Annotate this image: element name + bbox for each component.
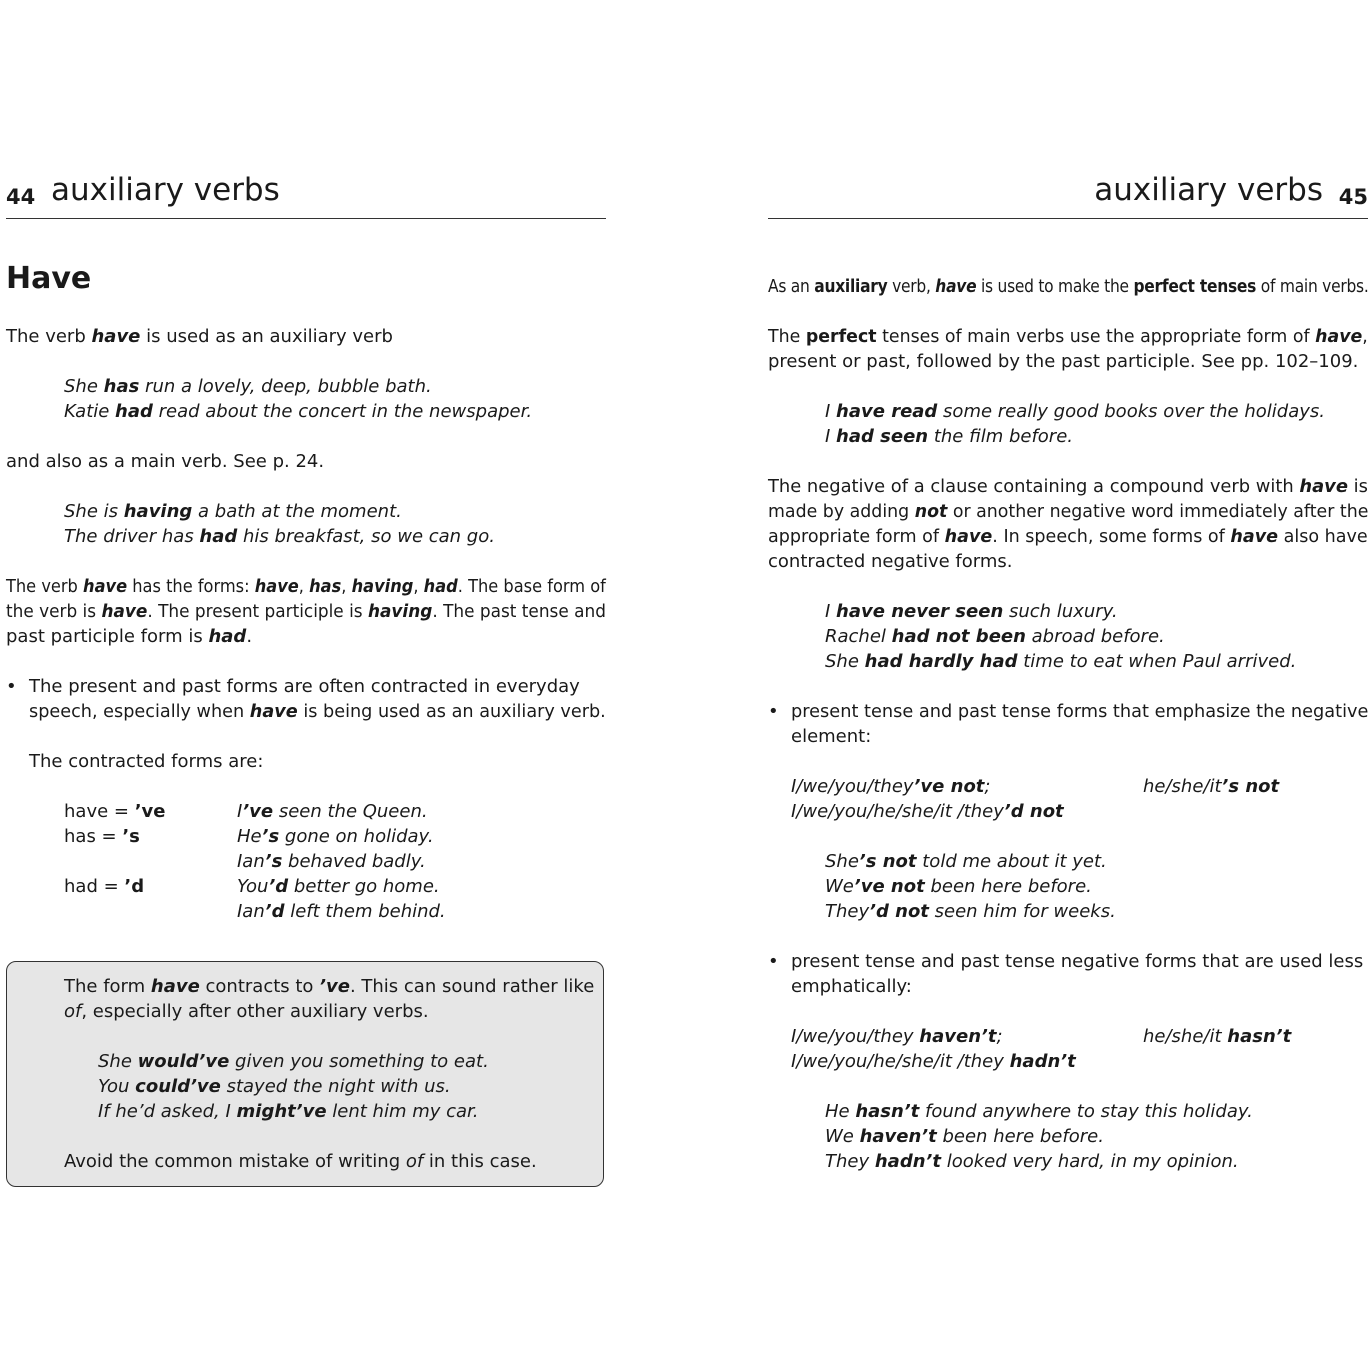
note-line-2: of, especially after other auxiliary verbs.: [64, 1001, 429, 1022]
note-box: [6, 961, 604, 1187]
contraction-example-2: He’s gone on holiday.: [237, 826, 434, 847]
less-example-3: They hadn’t looked very hard, in my opinion.: [825, 1151, 1239, 1172]
emphatic-example-2: We’ve not been here before.: [825, 876, 1092, 897]
emphatic-form-row-1b: he/she/it’s not: [1143, 776, 1280, 797]
intro-line: The verb have is used as an auxiliary verb: [6, 326, 393, 347]
aux-example-1: She has run a lovely, deep, bubble bath.: [64, 376, 432, 397]
note-line-1: The form have contracts to ’ve. This can sound rather like: [64, 976, 595, 997]
page-number-44: 44: [6, 185, 36, 209]
perfect-example-1: I have read some really good books over the holidays.: [825, 401, 1325, 422]
para2-line-1: The perfect tenses of main verbs use the appropriate form of have,: [768, 326, 1368, 347]
para3-line-2: made by adding not or another negative word immediately after the: [768, 501, 1369, 522]
less-form-row-1: I/we/you/they haven’t;: [791, 1026, 1003, 1047]
contracted-intro: The contracted forms are:: [29, 751, 264, 772]
main-example-2: The driver has had his breakfast, so we can go.: [64, 526, 495, 547]
contraction-label-has: has = ’s: [64, 826, 140, 847]
main-verb-line: and also as a main verb. See p. 24.: [6, 451, 325, 472]
negative-example-2: Rachel had not been abroad before.: [825, 626, 1165, 647]
right-header-title: auxiliary verbs: [1094, 172, 1323, 208]
note-closing: Avoid the common mistake of writing of in this case.: [64, 1151, 537, 1172]
forms-para-line-2: the verb is have. The present participle is having. The past tense and: [6, 601, 606, 622]
negative-example-1: I have never seen such luxury.: [825, 601, 1118, 622]
emphatic-example-3: They’d not seen him for weeks.: [825, 901, 1116, 922]
para3-line-1: The negative of a clause containing a compound verb with have is: [768, 476, 1368, 497]
contraction-label-had: had = ’d: [64, 876, 145, 897]
emphatic-form-row-2: I/we/you/he/she/it /they’d not: [791, 801, 1064, 822]
bullet1-line-1: The present and past forms are often contracted in everyday: [29, 676, 580, 697]
main-example-1: She is having a bath at the moment.: [64, 501, 402, 522]
contraction-example-1: I’ve seen the Queen.: [237, 801, 428, 822]
section-heading-have: Have: [6, 261, 92, 296]
para3-line-3: appropriate form of have. In speech, some forms of have also have: [768, 526, 1368, 547]
aux-example-2: Katie had read about the concert in the newspaper.: [64, 401, 533, 422]
forms-para-line-3: past participle form is had.: [6, 626, 253, 647]
bullet2-line-2: emphatically:: [791, 976, 912, 997]
bullet2-line-1: present tense and past tense negative forms that are used less: [791, 951, 1364, 972]
forms-para-line-1: The verb have has the forms: have, has, having, had. The base form of: [6, 576, 606, 597]
negative-example-3: She had hardly had time to eat when Paul arrived.: [825, 651, 1297, 672]
emphatic-example-1: She’s not told me about it yet.: [825, 851, 1107, 872]
bullet-marker: •: [768, 701, 779, 722]
perfect-example-2: I had seen the film before.: [825, 426, 1074, 447]
bullet1-line-1: present tense and past tense forms that emphasize the negative: [791, 701, 1369, 722]
left-header-title: auxiliary verbs: [51, 172, 280, 208]
note-example-3: If he’d asked, I might’ve lent him my car.: [98, 1101, 479, 1122]
right-page-header: [768, 168, 1368, 219]
bullet-marker: •: [768, 951, 779, 972]
page-number-45: 45: [1338, 185, 1368, 209]
note-example-1: She would’ve given you something to eat.: [98, 1051, 489, 1072]
contraction-example-5: Ian’d left them behind.: [237, 901, 446, 922]
left-page-header: [6, 168, 606, 219]
less-form-row-2: I/we/you/he/she/it /they hadn’t: [791, 1051, 1076, 1072]
bullet1-line-2: element:: [791, 726, 872, 747]
less-form-row-1b: he/she/it hasn’t: [1143, 1026, 1292, 1047]
contraction-label-have: have = ’ve: [64, 801, 166, 822]
note-example-2: You could’ve stayed the night with us.: [98, 1076, 451, 1097]
para3-line-4: contracted negative forms.: [768, 551, 1013, 572]
less-example-2: We haven’t been here before.: [825, 1126, 1104, 1147]
less-example-1: He hasn’t found anywhere to stay this holiday.: [825, 1101, 1253, 1122]
contraction-example-3: Ian’s behaved badly.: [237, 851, 426, 872]
contraction-example-4: You’d better go home.: [237, 876, 440, 897]
bullet-marker: •: [6, 676, 17, 697]
para1-line: As an auxiliary verb, have is used to make the perfect tenses of main verbs.: [768, 276, 1369, 297]
emphatic-form-row-1: I/we/you/they’ve not;: [791, 776, 991, 797]
para2-line-2: present or past, followed by the past participle. See pp. 102–109.: [768, 351, 1359, 372]
bullet1-line-2: speech, especially when have is being used as an auxiliary verb.: [29, 701, 606, 722]
